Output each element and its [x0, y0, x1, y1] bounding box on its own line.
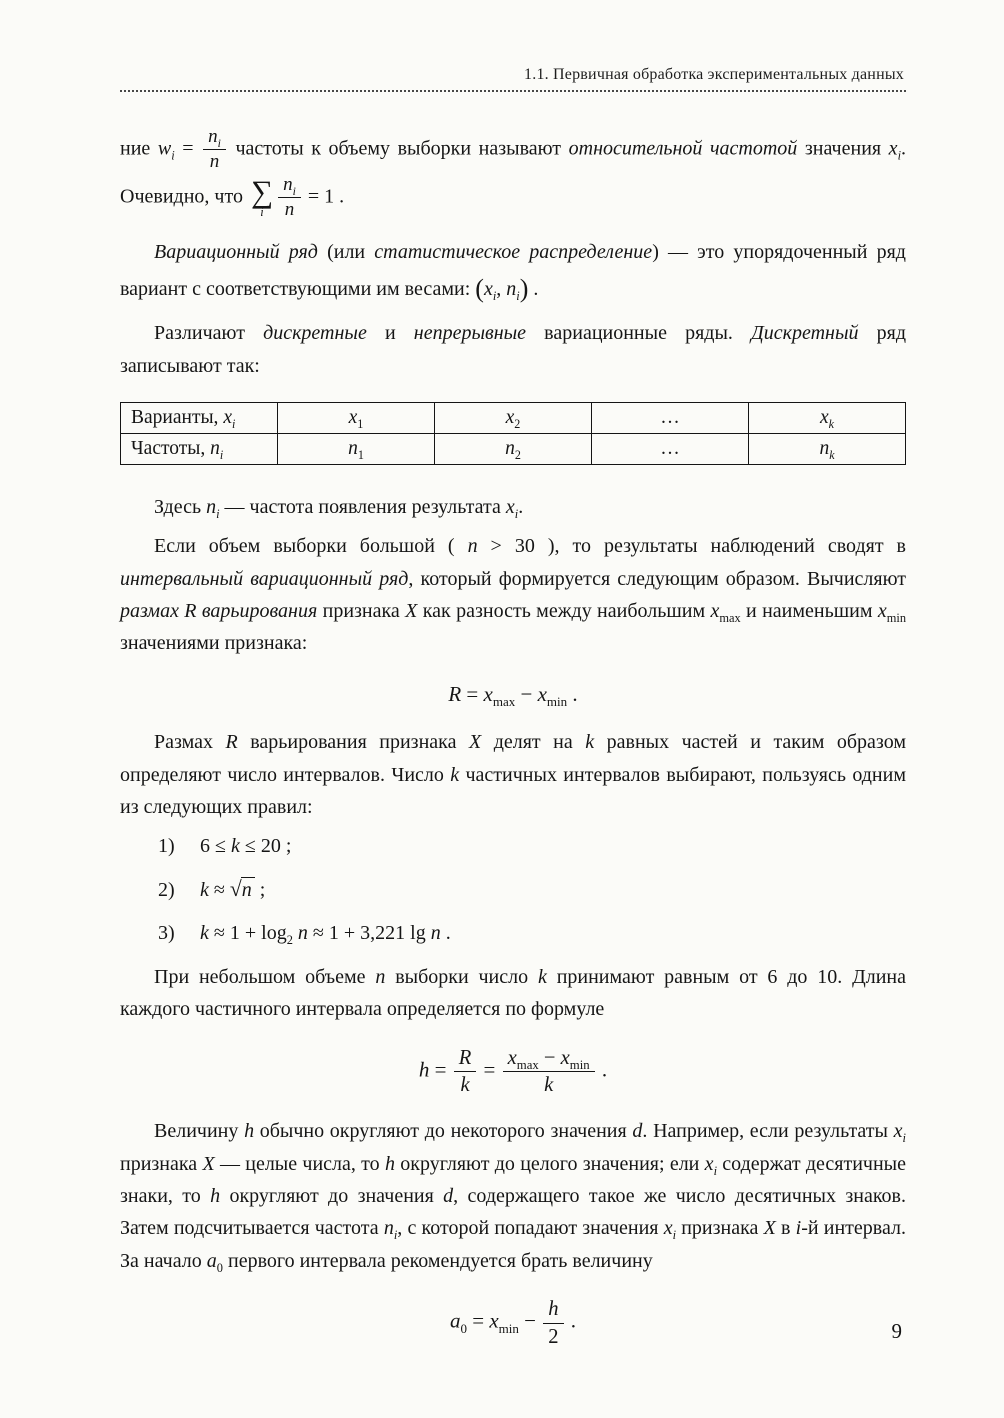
sub-min: min: [886, 611, 907, 626]
text-run: . Например, если результаты: [642, 1120, 894, 1143]
left-paren: (: [475, 274, 484, 304]
formula-start-point: [120, 1297, 906, 1349]
text-run: — целые числа, то: [214, 1152, 385, 1175]
cell-n1: [278, 433, 435, 464]
term-relative-frequency: относительной частотой: [568, 137, 798, 160]
text-run: -й интервал. За начало: [120, 1217, 906, 1272]
text-run: обычно округляют до некоторого значения: [254, 1120, 633, 1143]
fraction-ni-over-n: [203, 126, 226, 174]
fraction-numerator: [278, 174, 301, 197]
paragraph-interval-series: [120, 530, 906, 660]
var-n: n: [210, 437, 220, 459]
text-run: 6 ≤: [200, 835, 231, 858]
var-n: n: [284, 199, 295, 221]
var-k: k: [460, 1073, 470, 1096]
var-h: h: [210, 1185, 221, 1208]
paragraph-frequency-note: [120, 491, 906, 523]
text-run: .: [440, 921, 451, 944]
text-run: и: [366, 322, 414, 345]
text-run: равных частей и таким образом определяют число интервалов. Число: [120, 731, 906, 786]
fraction-denominator: [278, 197, 301, 221]
sub-min: min: [546, 694, 568, 710]
radicand: [241, 877, 255, 901]
sum-index: i: [260, 205, 264, 220]
sub-i: i: [216, 506, 220, 521]
var-x: x: [507, 1046, 517, 1069]
var-n: n: [208, 126, 218, 147]
right-paren: ): [519, 274, 529, 304]
text-run: Варианты,: [131, 406, 224, 428]
term-discrete: дискретные: [263, 322, 367, 345]
var-n: n: [505, 437, 515, 459]
sub-2: 2: [514, 447, 521, 462]
list-number: 1): [158, 835, 175, 858]
text-run: .: [596, 1057, 608, 1082]
sub-i: i: [902, 1131, 906, 1146]
radical-icon: √: [229, 877, 242, 902]
var-n: n: [206, 495, 217, 518]
var-a: a: [449, 1308, 461, 1333]
var-x: x: [893, 1120, 903, 1143]
sub-max: max: [492, 694, 516, 710]
formula-range: [120, 680, 906, 708]
term-range-R: размах R варьирования: [120, 600, 318, 623]
minus-sign: −: [515, 681, 538, 706]
text-run: .: [567, 681, 578, 706]
rule-2-formula: [200, 872, 265, 907]
row-header-variants: [121, 402, 278, 433]
var-k: k: [450, 763, 460, 786]
rules-list: [120, 830, 906, 949]
text-run: округляют до целого значения; ели: [394, 1152, 705, 1175]
var-x: x: [483, 681, 493, 706]
text-run: .: [528, 277, 539, 300]
sub-i: i: [514, 506, 519, 521]
sub-i: i: [516, 288, 520, 303]
fraction-denominator: [543, 1323, 563, 1349]
var-k: k: [544, 1073, 554, 1096]
paragraph-range-division: [120, 726, 906, 823]
text-run: ,: [496, 277, 507, 300]
var-k: k: [230, 835, 240, 858]
term-discrete-series: Дискретный: [751, 322, 859, 345]
rule-3: [158, 917, 906, 949]
text-run: в: [775, 1217, 796, 1240]
sub-2: 2: [514, 416, 521, 431]
var-n: n: [375, 965, 386, 988]
fraction-denominator: [454, 1071, 477, 1097]
equals-sign: =: [478, 1057, 501, 1082]
text-run: ≈ 1 + log: [208, 921, 287, 944]
sub-i: i: [231, 416, 236, 431]
text-run: первого интервала рекомендуется брать величину: [222, 1249, 653, 1272]
text-run: Частоты,: [131, 437, 211, 459]
text-run: признака: [317, 600, 406, 623]
var-n: n: [819, 437, 830, 459]
text-run: , с которой попадают значения: [397, 1217, 664, 1240]
text-run: содержат десятичные знаки, то: [120, 1152, 906, 1208]
sub-2: 2: [286, 932, 293, 947]
text-run: Различают: [154, 322, 264, 345]
var-h: h: [244, 1120, 255, 1143]
paragraph-variation-series: [120, 236, 906, 311]
cell-ellipsis: …: [592, 402, 749, 433]
cell-xk: [749, 402, 906, 433]
fraction-numerator: [203, 126, 226, 149]
var-n: n: [430, 921, 441, 944]
var-x: x: [489, 1308, 499, 1333]
text-run: ние: [120, 137, 158, 160]
running-head: 1.1. Первичная обработка экспериментальных данных: [524, 66, 904, 83]
fraction-R-over-k: [454, 1046, 477, 1098]
var-n: n: [383, 1217, 394, 1240]
text-run: признака: [120, 1152, 203, 1175]
fraction-numerator: [454, 1046, 477, 1071]
page-number: 9: [891, 1319, 902, 1343]
rule-1-formula: [200, 830, 291, 862]
sub-i: i: [217, 136, 221, 150]
text-run: признака: [676, 1217, 764, 1240]
var-x: x: [663, 1217, 673, 1240]
sub-i: i: [713, 1163, 718, 1178]
text-run: делят на: [481, 731, 586, 754]
text-run: .: [334, 185, 345, 208]
var-w: w: [157, 137, 172, 160]
paragraph-interval-count: [120, 961, 906, 1026]
sub-k: k: [828, 416, 835, 431]
equals-sign: =: [429, 1057, 452, 1082]
sub-max: max: [719, 611, 741, 626]
text-run: Величину: [154, 1120, 245, 1143]
sub-0: 0: [216, 1260, 223, 1275]
cell-x1: [278, 402, 435, 433]
var-i: i: [795, 1217, 802, 1240]
page-header: [120, 66, 906, 92]
text-run: .: [518, 495, 524, 518]
var-x: x: [819, 406, 829, 428]
text-run: округляют до значения: [220, 1185, 444, 1208]
sub-k: k: [829, 447, 835, 462]
text-run: ≈: [208, 879, 230, 902]
sub-i: i: [672, 1228, 677, 1243]
text-run: > 30: [477, 535, 535, 558]
equals-sign: =: [182, 137, 194, 160]
fraction-numerator: [543, 1297, 563, 1322]
text-run: варьирования признака: [237, 731, 469, 754]
var-x: x: [505, 406, 515, 428]
var-X: X: [763, 1217, 776, 1240]
text-run: принимают равным от 6 до 10. Длина каждого частичного интервала определяется по формуле: [120, 965, 906, 1021]
text-run: значения: [797, 137, 889, 160]
text-run: Размах: [154, 731, 226, 754]
var-X: X: [405, 600, 418, 623]
var-R: R: [458, 1046, 472, 1069]
var-h: h: [418, 1057, 430, 1082]
sub-min: min: [569, 1057, 590, 1072]
table-row-frequencies: [121, 433, 906, 464]
text-run: ;: [254, 879, 266, 902]
text-run: ряд записывают так:: [120, 322, 907, 377]
term-continuous: непрерывные: [413, 322, 527, 345]
var-n: n: [241, 879, 252, 902]
var-R: R: [225, 731, 238, 754]
fraction-h-over-2: [543, 1297, 563, 1349]
var-n: n: [283, 173, 293, 195]
text-run: частичных интервалов выбирают, пользуясь одним из следующих правил:: [120, 763, 906, 818]
text-run: При небольшом объеме: [154, 965, 376, 988]
rule-1: [158, 830, 906, 862]
text-run: ≈ 1 + 3,221 lg: [307, 921, 431, 944]
sub-0: 0: [460, 1321, 467, 1336]
term-variation-series: Вариационный ряд: [154, 240, 318, 263]
text-run: = 1: [307, 185, 335, 208]
minus-sign: −: [538, 1046, 561, 1069]
text-run: и наименьшим: [740, 600, 878, 623]
text-run: Здесь: [154, 495, 207, 518]
sub-i: i: [897, 148, 902, 163]
cell-n2: [435, 433, 592, 464]
list-number: 3): [158, 921, 175, 944]
text-run: (или: [317, 240, 375, 263]
text-run: частоты к объему выборки называют: [227, 137, 569, 160]
page-content: [120, 66, 906, 1367]
var-a: a: [206, 1249, 217, 1272]
cell-ellipsis: …: [592, 433, 749, 464]
square-root: [230, 879, 255, 901]
paragraph-relative-frequency: [120, 126, 906, 222]
text-run: выборки число: [385, 965, 538, 988]
paragraph-rounding: [120, 1115, 906, 1277]
var-d: d: [443, 1185, 454, 1208]
rule-2: [158, 872, 906, 907]
fraction-range-over-k: [503, 1046, 595, 1098]
table-row-variants: [121, 402, 906, 433]
sub-i: i: [219, 447, 224, 462]
row-header-frequencies: [121, 433, 278, 464]
text-run: ), то результаты наблюдений сводят в: [534, 535, 906, 558]
text-run: — частота появления результата: [219, 495, 506, 518]
text-run: , содержащего такое же число десятичных знаков. Затем подсчитывается частота: [120, 1185, 906, 1240]
var-x: x: [888, 137, 898, 160]
text-run: .: [565, 1308, 577, 1333]
paragraph-series-types: [120, 317, 906, 382]
var-X: X: [202, 1152, 215, 1175]
sub-1: 1: [357, 416, 364, 431]
var-R: R: [448, 681, 462, 706]
var-x: x: [537, 681, 547, 706]
text-run: вариационные ряды.: [526, 322, 752, 345]
minus-sign: −: [518, 1308, 542, 1333]
var-k: k: [585, 731, 595, 754]
var-n: n: [348, 437, 358, 459]
var-d: d: [632, 1120, 643, 1143]
equals-sign: =: [461, 681, 484, 706]
text-run: Если объем выборки большой (: [154, 535, 468, 558]
text-run: ) — это упорядоченный ряд вариант с соответствующими им весами:: [120, 240, 906, 300]
var-h: h: [384, 1152, 395, 1175]
term-interval-series: интервальный вариационный ряд: [120, 567, 409, 590]
var-x: x: [560, 1046, 570, 1069]
var-k: k: [200, 879, 209, 902]
cell-x2: [435, 402, 592, 433]
text-run: , который формируется следующим образом. Вычисляют: [408, 567, 906, 590]
sub-i: i: [393, 1228, 398, 1243]
summation-symbol: [250, 173, 274, 220]
text-run: как разность между наибольшим: [417, 600, 711, 623]
number-2: 2: [548, 1325, 559, 1348]
text-run: значениями признака:: [120, 632, 308, 655]
sub-i: i: [171, 148, 175, 163]
var-k: k: [200, 921, 209, 944]
sub-max: max: [516, 1057, 539, 1072]
var-x: x: [223, 406, 232, 428]
fraction-ni-over-n: [278, 174, 301, 222]
var-x: x: [505, 495, 515, 518]
rule-3-formula: [200, 917, 451, 949]
var-n: n: [467, 535, 478, 558]
var-n: n: [209, 151, 220, 173]
var-x: x: [348, 406, 358, 428]
var-x: x: [710, 600, 720, 623]
cell-nk: [749, 433, 906, 464]
fraction-numerator: [503, 1046, 595, 1071]
sub-i: i: [492, 288, 497, 303]
sub-1: 1: [357, 447, 364, 462]
var-x: x: [483, 277, 493, 300]
var-x: x: [877, 600, 887, 623]
body-text: [120, 126, 906, 1349]
var-h: h: [548, 1298, 559, 1321]
text-run: ≤ 20 ;: [239, 835, 292, 858]
var-X: X: [468, 731, 482, 754]
term-statistical-distribution: статистическое распределение: [374, 240, 653, 263]
var-n: n: [506, 277, 517, 300]
fraction-denominator: [503, 1071, 595, 1097]
equals-sign: =: [466, 1308, 490, 1333]
text-run: . Очевидно, что: [120, 137, 907, 208]
formula-interval-length: [120, 1046, 906, 1098]
fraction-denominator: [203, 149, 226, 173]
list-number: 2): [158, 878, 175, 901]
header-divider: [120, 90, 906, 92]
var-n: n: [297, 921, 308, 944]
sub-i: i: [292, 184, 296, 198]
sigma-icon: ∑: [250, 173, 274, 209]
var-k: k: [537, 965, 547, 988]
sub-min: min: [498, 1321, 519, 1336]
var-x: x: [704, 1152, 714, 1175]
discrete-series-table: [120, 402, 906, 465]
